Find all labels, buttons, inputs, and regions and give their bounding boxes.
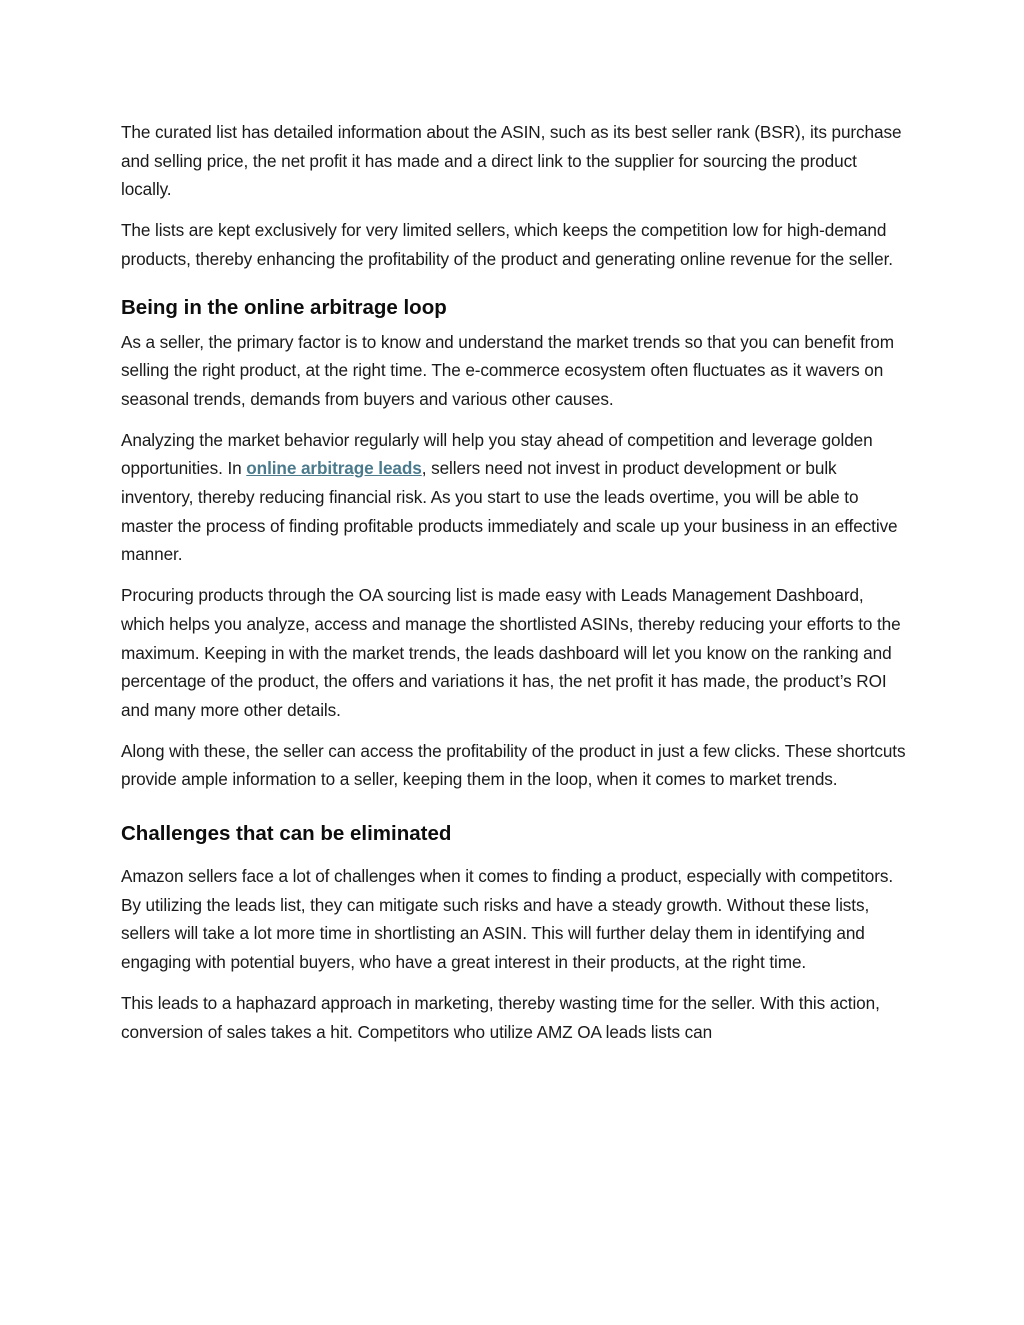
- paragraph-seller-challenges: Amazon sellers face a lot of challenges when it comes to finding a product, especially with competitors. By utilizing the leads list, they can mitigate such risks and have a steady growth. Without these lists, sellers will take a lot more time in shortlisting an ASIN. This will further delay them in identifying and engaging with potential buyers, who have a great interest in their products, at the right time.: [121, 866, 894, 973]
- paragraph-profitability-access: Along with these, the seller can access the profitability of the product in just a few clicks. These shortcuts provide ample information to a seller, keeping them in the loop, when it comes to market trends.: [121, 740, 906, 790]
- paragraph-leads-dashboard: Procuring products through the OA sourcing list is made easy with Leads Management Dashboard, which helps you analyze, access and manage the shortlisted ASINs, thereby reducing your efforts to the maximum. Keeping in with the market trends, the leads dashboard will let you know on the ranking and percentage of the product, the offers and variations it has, the net profit it has made, the product’s ROI and many more other details.: [121, 585, 901, 720]
- paragraph-market-trends: As a seller, the primary factor is to know and understand the market trends so that you can benefit from selling the right product, at the right time. The e-commerce ecosystem often fluctuates as it wavers on seasonal trends, demands from buyers and various other causes.: [121, 331, 894, 409]
- online-arbitrage-leads-link[interactable]: online arbitrage leads: [246, 458, 422, 479]
- paragraph-exclusive-lists: The lists are kept exclusively for very limited sellers, which keeps the competition low for high-demand products, thereby enhancing the profitability of the product and generating online revenue for the seller.: [121, 220, 893, 269]
- paragraph-text-before-link: Analyzing the market behavior regularly will help you stay ahead of competition and leverage golden opportunities. In: [121, 429, 873, 479]
- heading-online-arbitrage-loop: Being in the online arbitrage loop: [121, 295, 447, 319]
- paragraph-text-after-link: , sellers need not invest in product development or bulk inventory, thereby reducing financial risk. As you start to use the leads overtime, you will be able to master the process of finding profitable products immediately and scale up your business in an effective manner.: [121, 458, 898, 565]
- paragraph-curated-list: The curated list has detailed information about the ASIN, such as its best seller rank (BSR), its purchase and selling price, the net profit it has made and a direct link to the supplier for sourcing the product locally.: [121, 122, 902, 200]
- paragraph-market-behavior: [121, 426, 906, 570]
- heading-challenges: Challenges that can be eliminated: [121, 822, 452, 846]
- paragraph-haphazard-approach: This leads to a haphazard approach in marketing, thereby wasting time for the seller. With this action, conversion of sales takes a hit. Competitors who utilize AMZ OA leads lists can: [121, 992, 880, 1042]
- document-page: [121, 118, 906, 1058]
